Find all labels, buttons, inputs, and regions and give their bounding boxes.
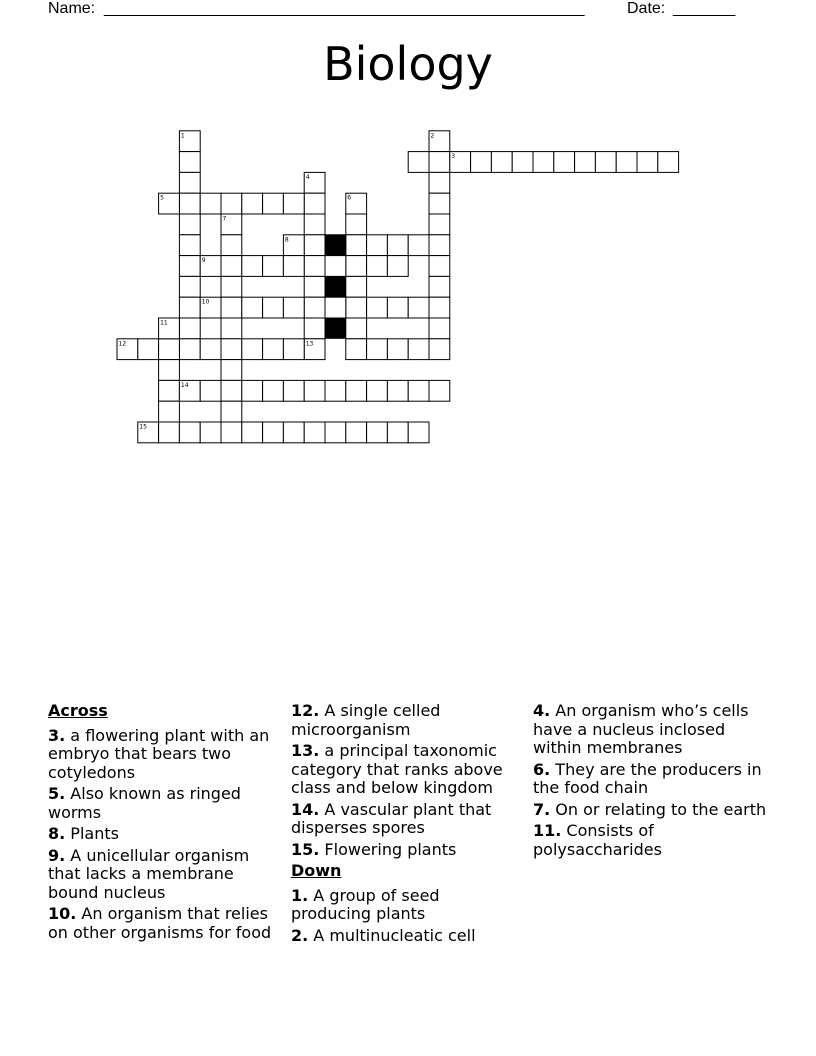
grid-cell[interactable]: [179, 276, 200, 297]
clue-number: 13.: [291, 741, 320, 760]
clue-text: A multinucleatic cell: [308, 925, 476, 945]
grid-cell[interactable]: [325, 422, 346, 443]
grid-cell[interactable]: [304, 235, 325, 256]
grid-cell[interactable]: [637, 152, 658, 173]
grid-cell[interactable]: [242, 339, 263, 360]
grid-cell-number: 5: [160, 194, 164, 202]
clue-text: Also known as ringed worms: [48, 784, 241, 822]
grid-cell[interactable]: [346, 422, 367, 443]
grid-cell[interactable]: [346, 276, 367, 297]
down-heading: Down: [291, 861, 342, 880]
clue-text: Consists of polysaccharides: [533, 821, 662, 859]
grid-cell[interactable]: [283, 256, 304, 277]
grid-cell[interactable]: [387, 235, 408, 256]
grid-cell[interactable]: [387, 422, 408, 443]
clue-text: a principal taxonomic category that ranks above class and below kingdom: [291, 741, 503, 797]
grid-cell[interactable]: [221, 380, 242, 401]
grid-cell-number: 2: [430, 132, 435, 140]
black-cell: [325, 235, 346, 256]
grid-cell[interactable]: [159, 401, 180, 422]
grid-cell[interactable]: [263, 297, 284, 318]
grid-cell[interactable]: [283, 380, 304, 401]
clues-column-2: [291, 702, 521, 948]
grid-cell[interactable]: [367, 422, 388, 443]
grid-cell[interactable]: [221, 235, 242, 256]
grid-cell[interactable]: [221, 339, 242, 360]
grid-cell[interactable]: [387, 256, 408, 277]
clue-item: [533, 702, 778, 758]
grid-cell[interactable]: [283, 339, 304, 360]
grid-cell[interactable]: [387, 297, 408, 318]
grid-cell[interactable]: [283, 422, 304, 443]
clue-number: 8.: [48, 824, 66, 843]
clue-item: [291, 841, 521, 860]
clues-column-3: [533, 702, 778, 862]
clue-item: [291, 702, 521, 739]
grid-cell[interactable]: [242, 380, 263, 401]
grid-cell[interactable]: [512, 152, 533, 173]
clue-text: A unicellular organism that lacks a membrane bound nucleus: [48, 845, 250, 902]
grid-cell-number: 10: [201, 298, 210, 306]
clues-column-1: [48, 702, 273, 945]
grid-cell[interactable]: [283, 297, 304, 318]
grid-cell[interactable]: [408, 380, 429, 401]
grid-cell[interactable]: [304, 193, 325, 214]
grid-cell[interactable]: [616, 152, 637, 173]
clue-item: [533, 761, 778, 798]
grid-cell[interactable]: [221, 360, 242, 381]
date-label: Date:: [627, 0, 666, 17]
clue-number: 12.: [291, 701, 320, 720]
grid-cell[interactable]: [221, 256, 242, 277]
clue-item: [533, 822, 778, 859]
clue-number: 7.: [533, 799, 551, 819]
grid-cell[interactable]: [429, 214, 450, 235]
grid-cell[interactable]: [346, 214, 367, 235]
grid-cell[interactable]: [242, 193, 263, 214]
grid-cell[interactable]: [346, 380, 367, 401]
grid-cell-number: 4: [305, 173, 310, 181]
crossword-grid: [0, 0, 816, 460]
grid-cell[interactable]: [159, 339, 180, 360]
grid-cell[interactable]: [387, 339, 408, 360]
grid-cell[interactable]: [138, 339, 159, 360]
date-line[interactable]: _______: [673, 0, 736, 17]
grid-cell[interactable]: [346, 318, 367, 339]
grid-cell[interactable]: [408, 235, 429, 256]
grid-cell[interactable]: [408, 297, 429, 318]
grid-cell[interactable]: [533, 152, 554, 173]
grid-cell[interactable]: [595, 152, 616, 173]
clue-number: 11.: [533, 821, 562, 840]
grid-cell[interactable]: [346, 297, 367, 318]
grid-cell[interactable]: [367, 339, 388, 360]
grid-cell[interactable]: [367, 297, 388, 318]
grid-cell[interactable]: [263, 380, 284, 401]
grid-cell[interactable]: [159, 360, 180, 381]
grid-cell-number: 9: [201, 257, 206, 265]
grid-cell[interactable]: [429, 256, 450, 277]
grid-cell[interactable]: [242, 256, 263, 277]
grid-cell[interactable]: [304, 276, 325, 297]
grid-cell[interactable]: [221, 297, 242, 318]
grid-cell[interactable]: [429, 193, 450, 214]
grid-cell[interactable]: [429, 276, 450, 297]
clue-number: 10.: [48, 904, 77, 923]
grid-cell[interactable]: [179, 422, 200, 443]
clue-number: 3.: [48, 725, 66, 745]
grid-cell-number: 3: [451, 153, 456, 161]
grid-cell[interactable]: [575, 152, 596, 173]
grid-cell[interactable]: [304, 297, 325, 318]
grid-cell[interactable]: [429, 235, 450, 256]
grid-cell[interactable]: [179, 235, 200, 256]
name-line[interactable]: ______________________________________________________: [104, 0, 585, 17]
grid-cell[interactable]: [159, 380, 180, 401]
clue-number: 9.: [48, 845, 66, 865]
clue-item: [291, 742, 521, 798]
grid-cell[interactable]: [221, 193, 242, 214]
grid-cell[interactable]: [179, 152, 200, 173]
grid-cell[interactable]: [263, 339, 284, 360]
grid-cell[interactable]: [242, 422, 263, 443]
grid-cell[interactable]: [429, 318, 450, 339]
grid-cell[interactable]: [429, 339, 450, 360]
grid-cell[interactable]: [346, 339, 367, 360]
grid-cell[interactable]: [304, 380, 325, 401]
grid-cell[interactable]: [200, 193, 221, 214]
grid-cell[interactable]: [304, 214, 325, 235]
grid-cell[interactable]: [429, 297, 450, 318]
grid-cell[interactable]: [179, 172, 200, 193]
grid-cell[interactable]: [179, 193, 200, 214]
black-cell: [325, 276, 346, 297]
clue-text: An organism who’s cells have a nucleus inclosed within membranes: [533, 701, 749, 757]
grid-cell[interactable]: [408, 422, 429, 443]
grid-cell[interactable]: [367, 380, 388, 401]
clue-text: Plants: [65, 824, 119, 843]
clue-text: They are the producers in the food chain: [533, 759, 762, 797]
grid-cell[interactable]: [325, 256, 346, 277]
black-cell: [325, 318, 346, 339]
grid-cell[interactable]: [325, 380, 346, 401]
grid-cell-number: 1: [180, 132, 185, 140]
clue-number: 4.: [533, 701, 551, 720]
grid-cell[interactable]: [408, 152, 429, 173]
grid-cell-number: 6: [347, 194, 352, 202]
clue-item: [48, 727, 273, 783]
grid-cell[interactable]: [179, 297, 200, 318]
page-title: Biology: [323, 37, 493, 91]
across-heading: Across: [48, 701, 108, 720]
grid-cell[interactable]: [263, 193, 284, 214]
clue-text: a flowering plant with an embryo that bears two cotyledons: [48, 725, 270, 782]
grid-cell[interactable]: [179, 214, 200, 235]
name-label: Name:: [48, 0, 96, 17]
clue-number: 14.: [291, 799, 320, 819]
grid-cell[interactable]: [658, 152, 679, 173]
clue-number: 5.: [48, 784, 66, 803]
grid-cell[interactable]: [200, 422, 221, 443]
clue-text: An organism that relies on other organisms for food: [48, 904, 272, 942]
grid-cell-number: 15: [139, 423, 147, 431]
grid-cell[interactable]: [491, 152, 512, 173]
clue-text: A single celled microorganism: [291, 701, 441, 739]
grid-cell[interactable]: [471, 152, 492, 173]
grid-cell[interactable]: [200, 339, 221, 360]
clue-text: On or relating to the earth: [550, 799, 767, 819]
grid-cell[interactable]: [179, 256, 200, 277]
grid-cell[interactable]: [304, 422, 325, 443]
grid-cell-number: 12: [118, 340, 127, 348]
clue-item: [291, 801, 521, 838]
grid-cell[interactable]: [221, 401, 242, 422]
clue-number: 2.: [291, 925, 309, 945]
grid-cell[interactable]: [408, 339, 429, 360]
grid-cell[interactable]: [429, 380, 450, 401]
grid-cell[interactable]: [346, 235, 367, 256]
grid-cell-number: 8: [284, 236, 289, 244]
grid-cell[interactable]: [387, 380, 408, 401]
grid-cell[interactable]: [554, 152, 575, 173]
grid-cell[interactable]: [221, 276, 242, 297]
clue-number: 1.: [291, 885, 309, 905]
clue-item: [48, 847, 273, 903]
clue-item: [48, 825, 273, 844]
clue-number: 15.: [291, 839, 320, 859]
grid-cell-number: 13: [305, 340, 314, 348]
grid-cell[interactable]: [304, 318, 325, 339]
grid-cell[interactable]: [325, 297, 346, 318]
grid-cell[interactable]: [179, 339, 200, 360]
grid-cell-number: 14: [180, 381, 189, 389]
clue-number: 6.: [533, 759, 551, 779]
clue-text: A vascular plant that disperses spores: [291, 799, 492, 837]
clue-item: [291, 887, 521, 924]
grid-cell[interactable]: [304, 256, 325, 277]
grid-cell[interactable]: [367, 256, 388, 277]
grid-cell[interactable]: [159, 422, 180, 443]
grid-cell[interactable]: [346, 256, 367, 277]
grid-cell[interactable]: [221, 318, 242, 339]
grid-cell[interactable]: [263, 256, 284, 277]
grid-cell[interactable]: [263, 422, 284, 443]
grid-cell[interactable]: [200, 380, 221, 401]
clue-text: A group of seed producing plants: [291, 885, 440, 923]
grid-cell[interactable]: [429, 152, 450, 173]
grid-cell[interactable]: [367, 235, 388, 256]
grid-cell[interactable]: [242, 297, 263, 318]
clue-item: [291, 927, 521, 946]
clue-text: Flowering plants: [319, 839, 457, 859]
grid-cell[interactable]: [179, 318, 200, 339]
grid-cell[interactable]: [221, 422, 242, 443]
grid-cell[interactable]: [429, 172, 450, 193]
grid-cell-number: 7: [222, 215, 227, 223]
grid-cell-number: 11: [160, 319, 168, 327]
clue-item: [48, 785, 273, 822]
grid-cell[interactable]: [283, 193, 304, 214]
clue-item: [533, 801, 778, 820]
clue-item: [48, 905, 273, 942]
